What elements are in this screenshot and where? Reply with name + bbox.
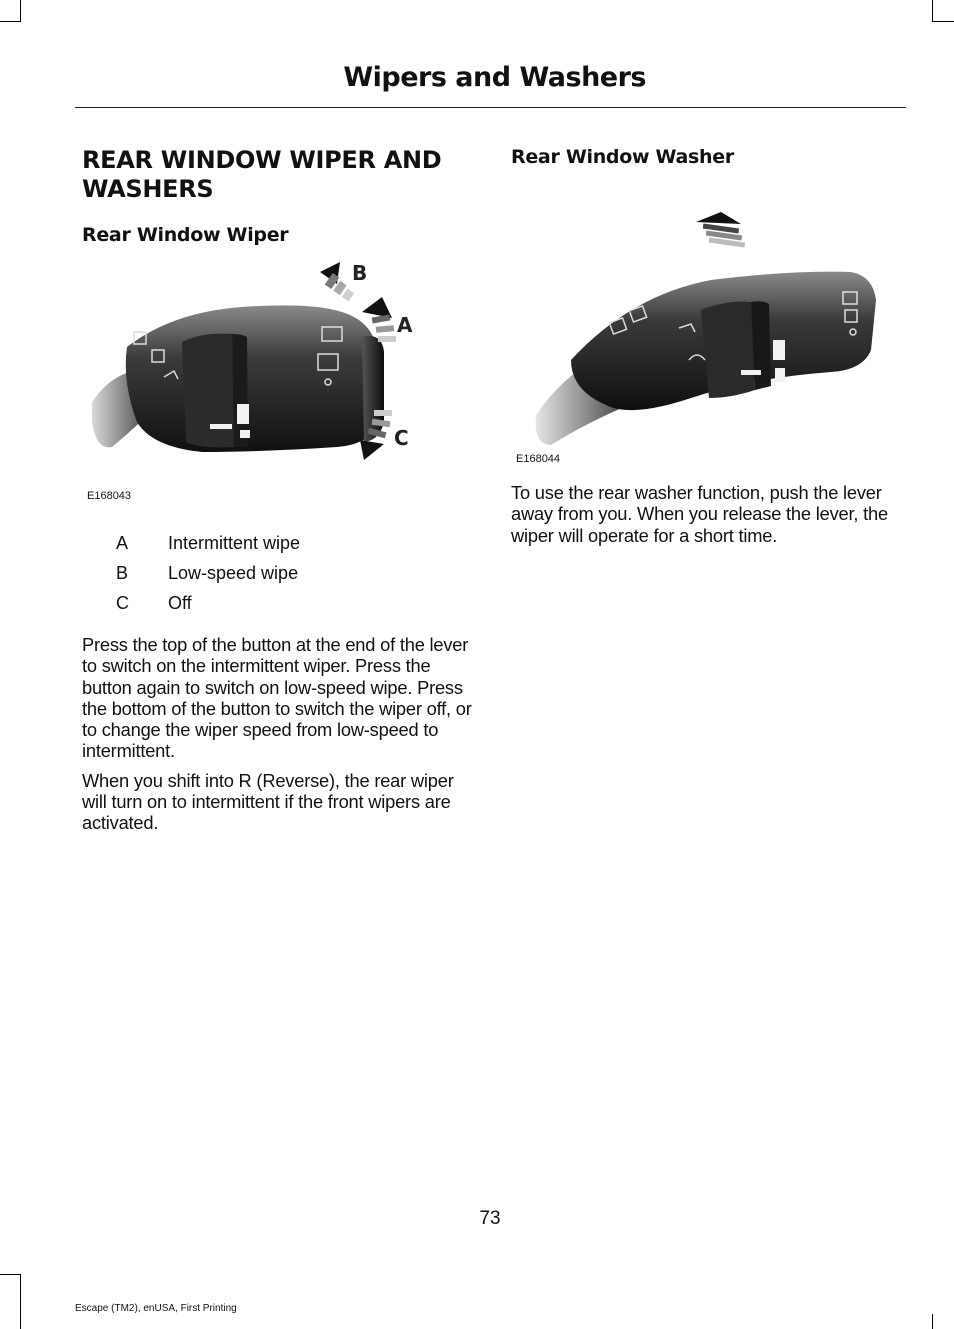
callout-b: B	[352, 261, 368, 285]
speed-bar	[773, 340, 785, 360]
body-paragraph: Press the top of the button at the end of the lever to switch on the intermittent wiper. Press the button again to switch on low-speed wipe. Press the bottom of the button to switch the wiper off, or to change the wiper speed from low-speed to intermittent.	[82, 634, 472, 762]
legend-row	[82, 528, 474, 558]
push-arrow-icon	[696, 212, 745, 247]
crop-mark	[932, 1314, 933, 1329]
callout-c: C	[394, 426, 409, 450]
footer-text: Escape (TM2), enUSA, First Printing	[75, 1303, 237, 1314]
legend-label: Low-speed wipe	[168, 563, 299, 583]
crop-mark	[0, 1274, 21, 1275]
legend-key: A	[116, 533, 129, 553]
crop-mark	[932, 0, 933, 22]
crop-mark	[0, 21, 21, 22]
section-title: REAR WINDOW WIPER AND WASHERS	[82, 146, 442, 203]
crop-mark	[932, 21, 954, 22]
legend-row	[82, 558, 474, 588]
speed-bar	[237, 404, 249, 424]
rear-washer-lever-figure	[511, 200, 903, 470]
page-title: Wipers and Washers	[343, 62, 646, 93]
arrow-b-icon	[320, 262, 354, 301]
wiper-lever-illustration	[82, 252, 474, 512]
legend-row	[82, 588, 474, 618]
legend-label: Off	[168, 593, 192, 613]
right-column	[511, 140, 903, 554]
legend-key: B	[116, 563, 129, 583]
crop-mark	[20, 1274, 21, 1329]
speed-bar	[240, 430, 250, 438]
left-column	[82, 140, 474, 842]
washer-lever-illustration	[511, 200, 903, 470]
crop-mark	[20, 0, 21, 22]
speed-bar	[741, 370, 761, 375]
speed-bar	[775, 368, 785, 382]
page-number: 73	[479, 1208, 501, 1229]
callout-a: A	[397, 313, 413, 337]
speed-bar	[210, 424, 232, 429]
body-paragraph: To use the rear washer function, push the lever away from you. When you release the lever, the wiper will operate for a short time.	[511, 482, 888, 546]
figure-id: E168044	[516, 453, 561, 465]
subsection-title-rear-washer: Rear Window Washer	[511, 146, 734, 168]
legend-label: Intermittent wipe	[168, 533, 301, 553]
rear-wiper-lever-figure	[82, 252, 474, 512]
page-header	[75, 58, 906, 108]
callout-legend	[82, 528, 474, 618]
figure-id: E168043	[87, 490, 132, 502]
body-paragraph: When you shift into R (Reverse), the rear wiper will turn on to intermittent if the front wipers are activated.	[82, 769, 454, 834]
legend-key: C	[116, 593, 129, 613]
subsection-title-rear-wiper: Rear Window Wiper	[82, 224, 289, 246]
